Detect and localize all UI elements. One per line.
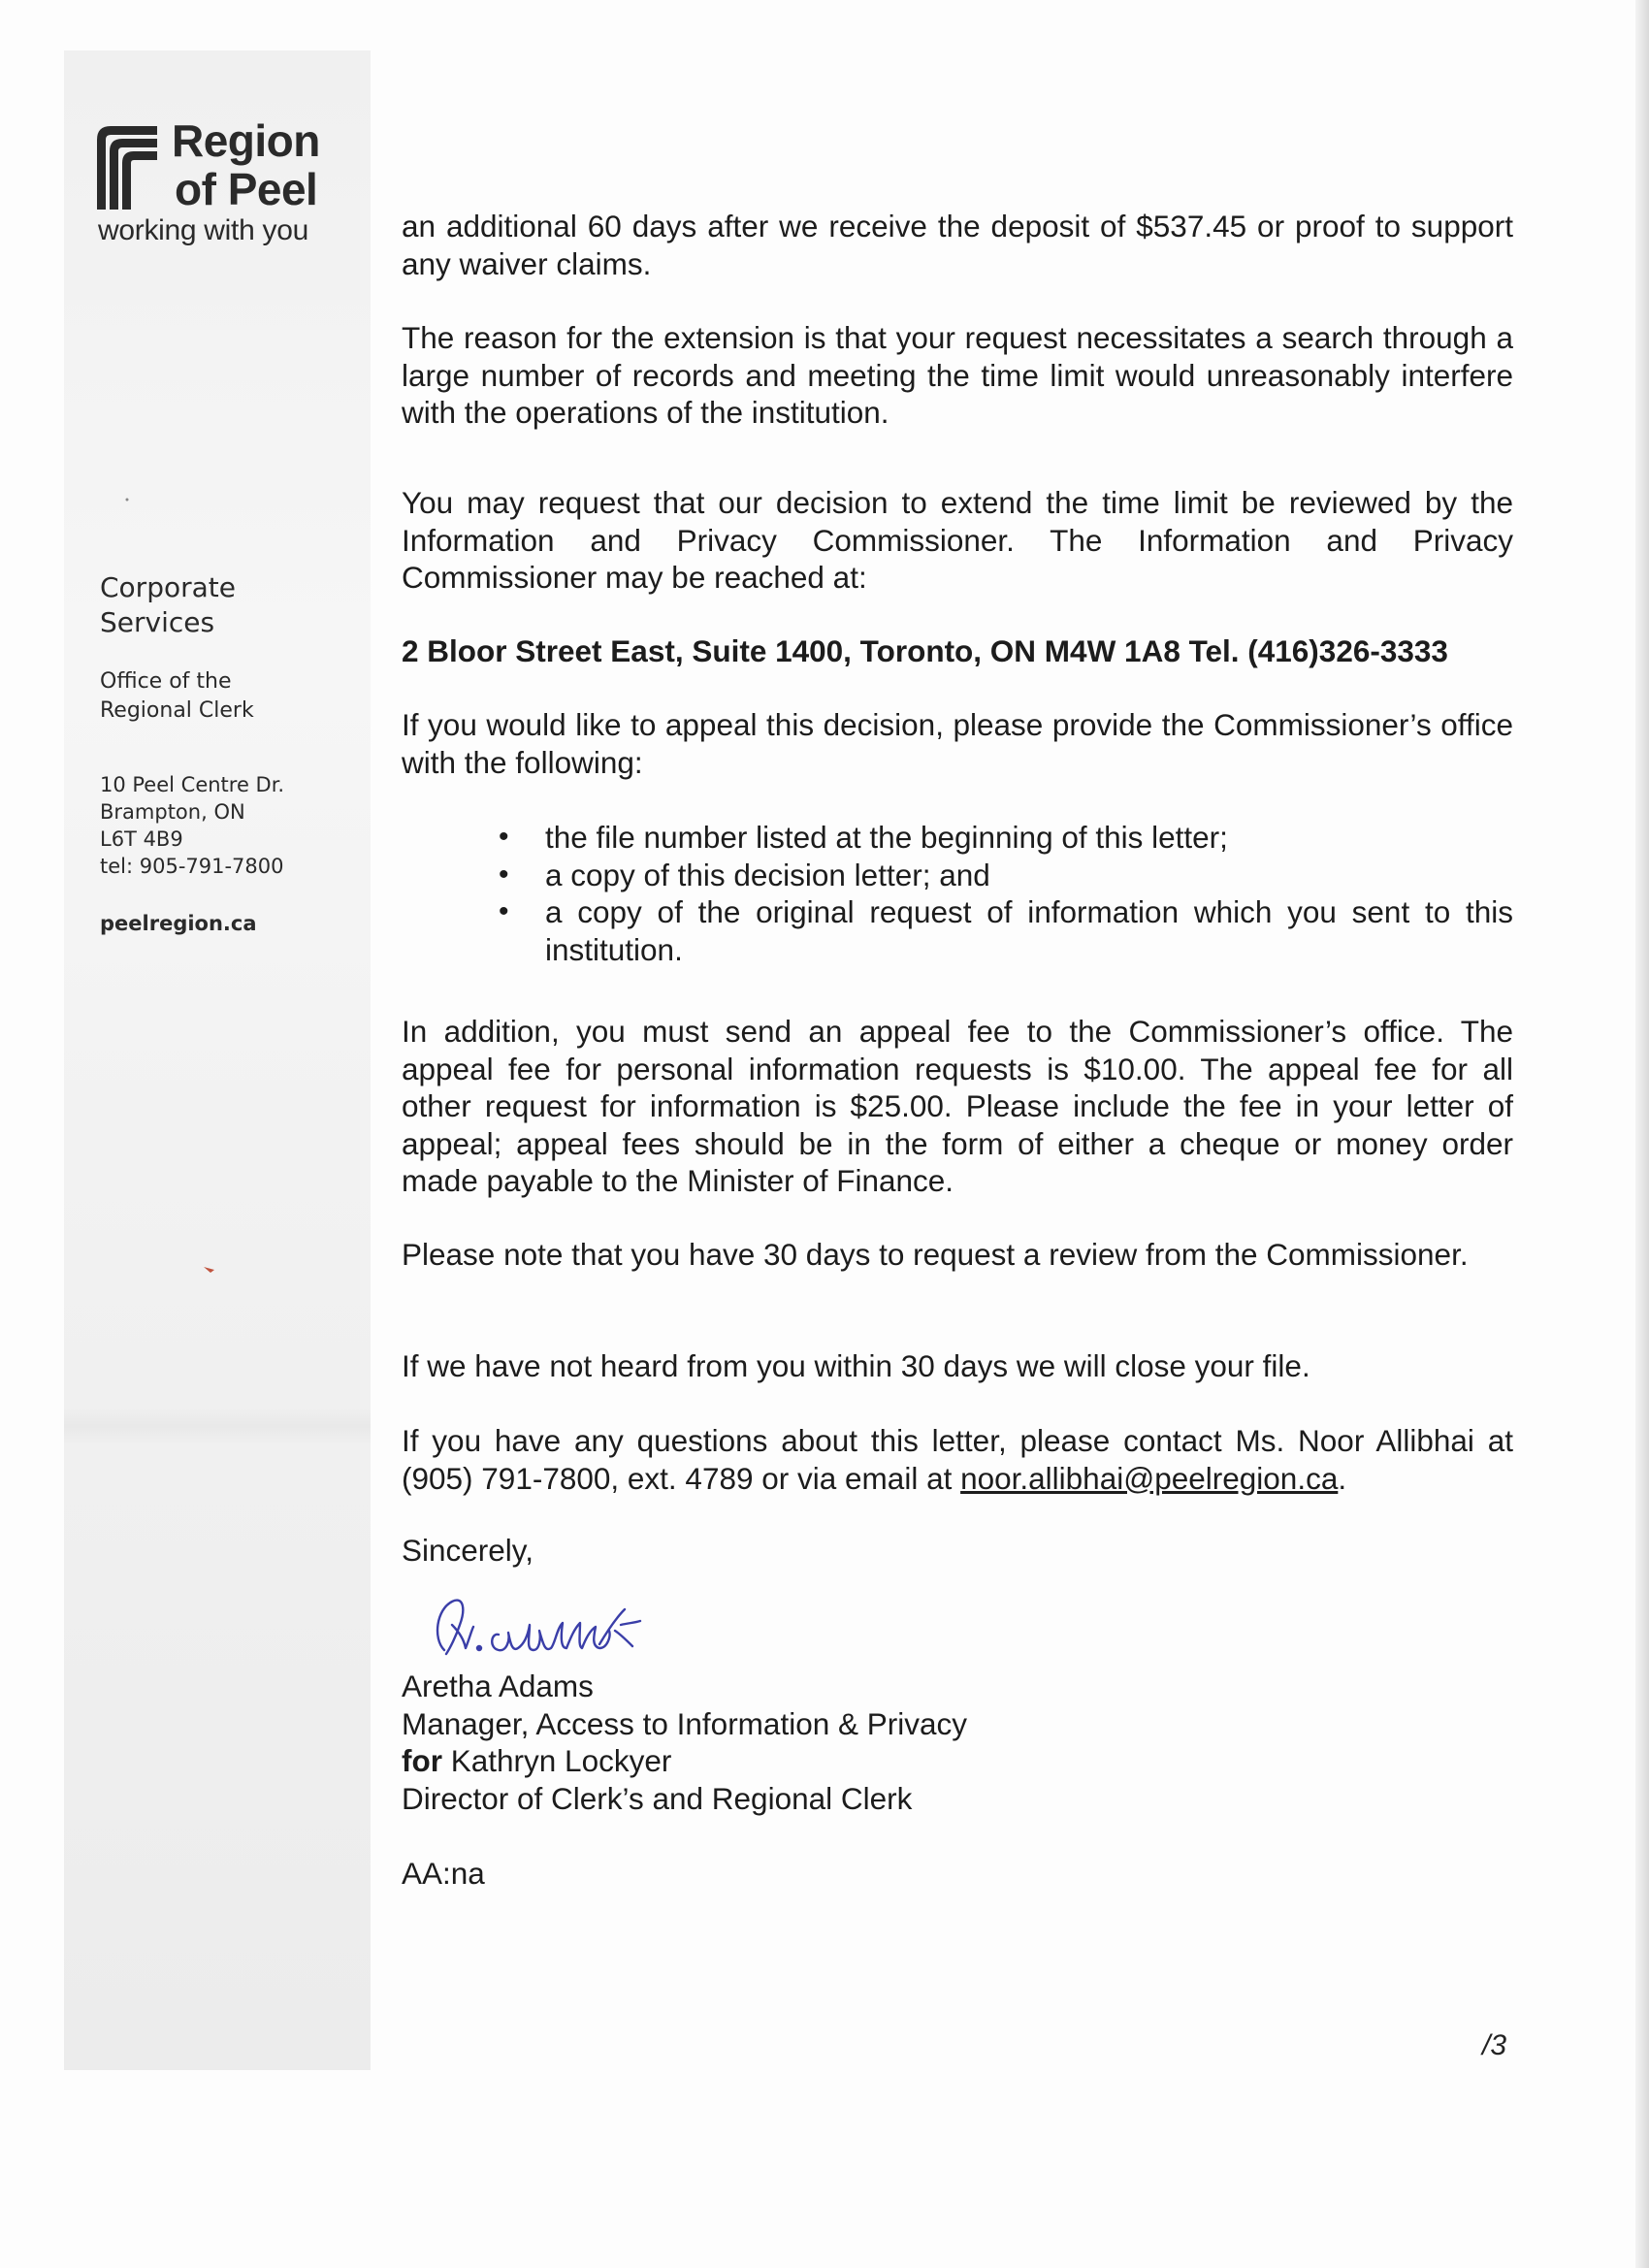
office-line-1: Office of the: [100, 669, 232, 694]
logo-name-line-2: of Peel: [175, 164, 318, 214]
logo-name-line-1: Region: [172, 115, 320, 166]
sidebar-address-phone: tel: 905-791-7800: [100, 855, 284, 878]
contact-text: If you have any questions about this letter, please contact Ms. Noor Allibhai at (905) 791-7800, ext. 4789 or via email at: [402, 1423, 1513, 1496]
reference-initials: AA:na: [402, 1856, 485, 1891]
sidebar-address-street: 10 Peel Centre Dr.: [100, 773, 285, 796]
region-of-peel-logo-icon: [97, 120, 157, 210]
closing-salutation: Sincerely,: [402, 1533, 534, 1568]
paragraph-deposit: an additional 60 days after we receive the deposit of $537.45 or proof to support any waiver claims.: [402, 209, 1513, 281]
for-name: Kathryn Lockyer: [442, 1743, 672, 1778]
paragraph-review-deadline: Please note that you have 30 days to request a review from the Commissioner.: [402, 1237, 1469, 1272]
sidebar-address-postal: L6T 4B9: [100, 827, 183, 851]
signer-name: Aretha Adams: [402, 1669, 594, 1703]
for-word: for: [402, 1743, 442, 1778]
paragraph-appeal: If you would like to appeal this decision, please provide the Commissioner’s office with the following:: [402, 707, 1513, 780]
department-line-1: Corporate: [100, 571, 236, 603]
paragraph-contact: [402, 1422, 1513, 1497]
paragraph-appeal-fee: In addition, you must send an appeal fee to the Commissioner’s office. The appeal fee for personal information requests is $10.00. The appeal fee for all other request for information is $25.00. Please include the fee in your letter of appeal; appeal fees should be in the form of either a cheque or money order made payable to the Minister of Finance.: [402, 1014, 1513, 1198]
contact-email-link[interactable]: noor.allibhai@peelregion.ca: [960, 1460, 1339, 1496]
letterhead-sidebar: [64, 50, 371, 2070]
sidebar-website-link[interactable]: peelregion.ca: [100, 912, 257, 935]
commissioner-address: 2 Bloor Street East, Suite 1400, Toronto, ON M4W 1A8 Tel. (416)326-3333: [402, 633, 1448, 668]
office-line-2: Regional Clerk: [100, 698, 254, 723]
contact-text-end: .: [1338, 1460, 1347, 1496]
appeal-requirements-list: [402, 819, 1513, 968]
logo-tagline: working with you: [98, 214, 308, 246]
paper-fold: [64, 1407, 371, 1445]
signature-block: [402, 1668, 1178, 1817]
on-behalf-of: [402, 1742, 1178, 1780]
department-line-2: Services: [100, 606, 215, 638]
list-item: • a copy of this decision letter; and: [402, 857, 1513, 894]
sidebar-address-city: Brampton, ON: [100, 800, 245, 824]
paragraph-file-closure: If we have not heard from you within 30 days we will close your file.: [402, 1348, 1310, 1383]
page-number: /3: [1482, 2029, 1507, 2061]
signer-title: Manager, Access to Information & Privacy: [402, 1705, 968, 1741]
paragraph-review-request: You may request that our decision to extend the time limit be reviewed by the Information and Privacy Commissioner. The Information and Privacy Commissioner may be reached at:: [402, 485, 1513, 595]
on-behalf-title: Director of Clerk’s and Regional Clerk: [402, 1780, 913, 1816]
speck-mark: [124, 497, 130, 502]
handwritten-signature: [415, 1580, 677, 1668]
paragraph-extension-reason: The reason for the extension is that your request necessitates a search through a large number of records and meeting the time limit would unreasonably interfere with the operations of the institution.: [402, 320, 1513, 430]
list-item: • a copy of the original request of information which you sent to this institution.: [402, 893, 1513, 968]
list-item: • the file number listed at the beginning of this letter;: [402, 819, 1513, 857]
red-speck-mark: [202, 1263, 217, 1275]
page-edge-shadow: [1635, 0, 1649, 2268]
